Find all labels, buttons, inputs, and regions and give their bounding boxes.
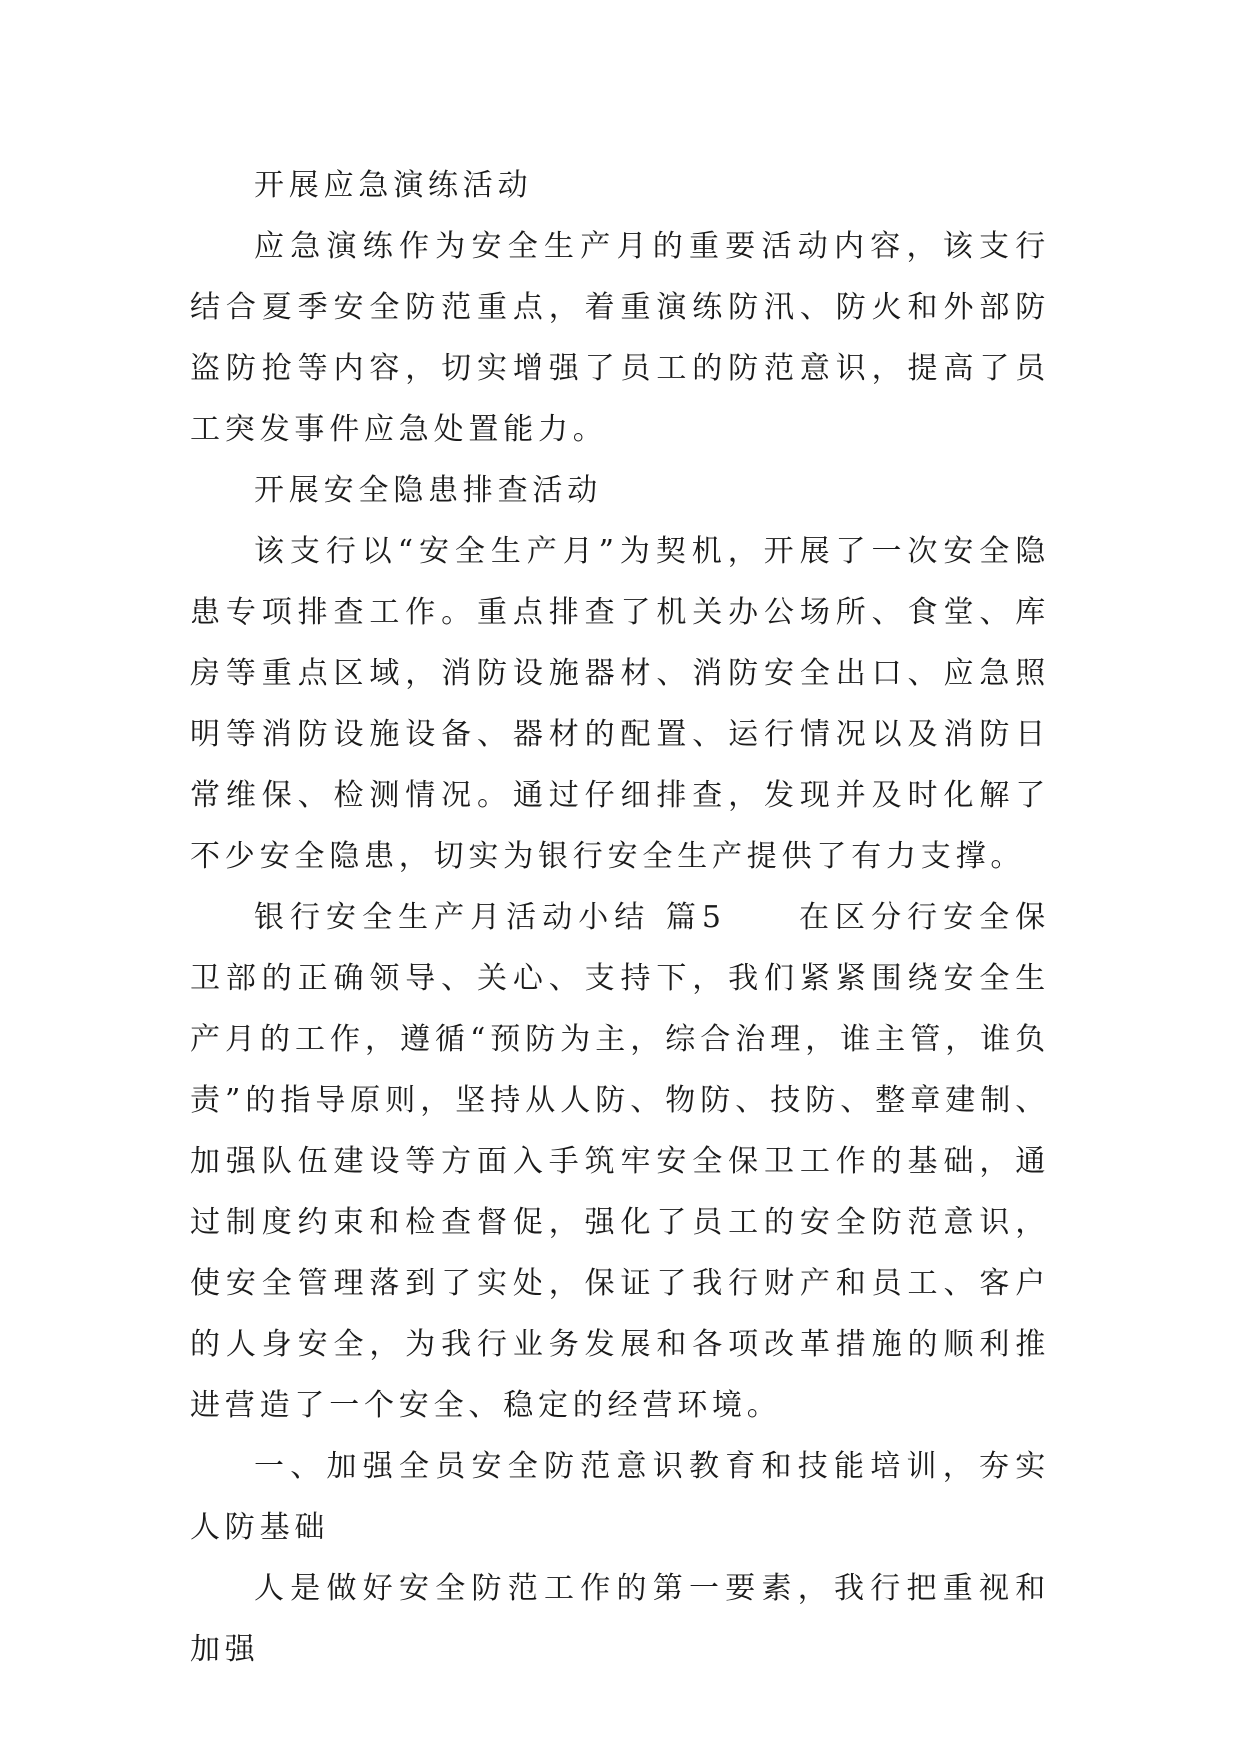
paragraph-emergency-drill: 应急演练作为安全生产月的重要活动内容，该支行结合夏季安全防范重点，着重演练防汛、防火和外部防盗防抢等内容，切实增强了员工的防范意识，提高了员工突发事件应急处置能力。 xyxy=(190,229,1050,447)
document-body xyxy=(190,155,1050,1680)
paragraph-summary-part5: 银行安全生产月活动小结 篇5 在区分行安全保卫部的正确领导、关心、支持下，我们紧紧围绕安全生产月的工作，遵循“预防为主，综合治理，谁主管，谁负责”的指导原则，坚持从人防、物防、技防、整章建制、加强队伍建设等方面入手筑牢安全保卫工作的基础，通过制度约束和检查督促，强化了员工的安全防范意识，使安全管理落到了实处，保证了我行财产和员工、客户的人身安全，为我行业务发展和各项改革措施的顺利推进营造了一个安全、稳定的经营环境。 xyxy=(190,900,1050,1423)
paragraph-section-one: 人是做好安全防范工作的第一要素，我行把重视和加强 xyxy=(190,1571,1050,1667)
heading-hazard-inspection: 开展安全隐患排查活动 xyxy=(254,473,602,508)
heading-section-one: 一、加强全员安全防范意识教育和技能培训，夯实人防基础 xyxy=(190,1449,1050,1545)
heading-emergency-drill: 开展应急演练活动 xyxy=(254,168,533,203)
paragraph-hazard-inspection: 该支行以“安全生产月”为契机，开展了一次安全隐患专项排查工作。重点排查了机关办公场所、食堂、库房等重点区域，消防设施器材、消防安全出口、应急照明等消防设施设备、器材的配置、运行情况以及消防日常维保、检测情况。通过仔细排查，发现并及时化解了不少安全隐患，切实为银行安全生产提供了有力支撑。 xyxy=(190,534,1050,874)
